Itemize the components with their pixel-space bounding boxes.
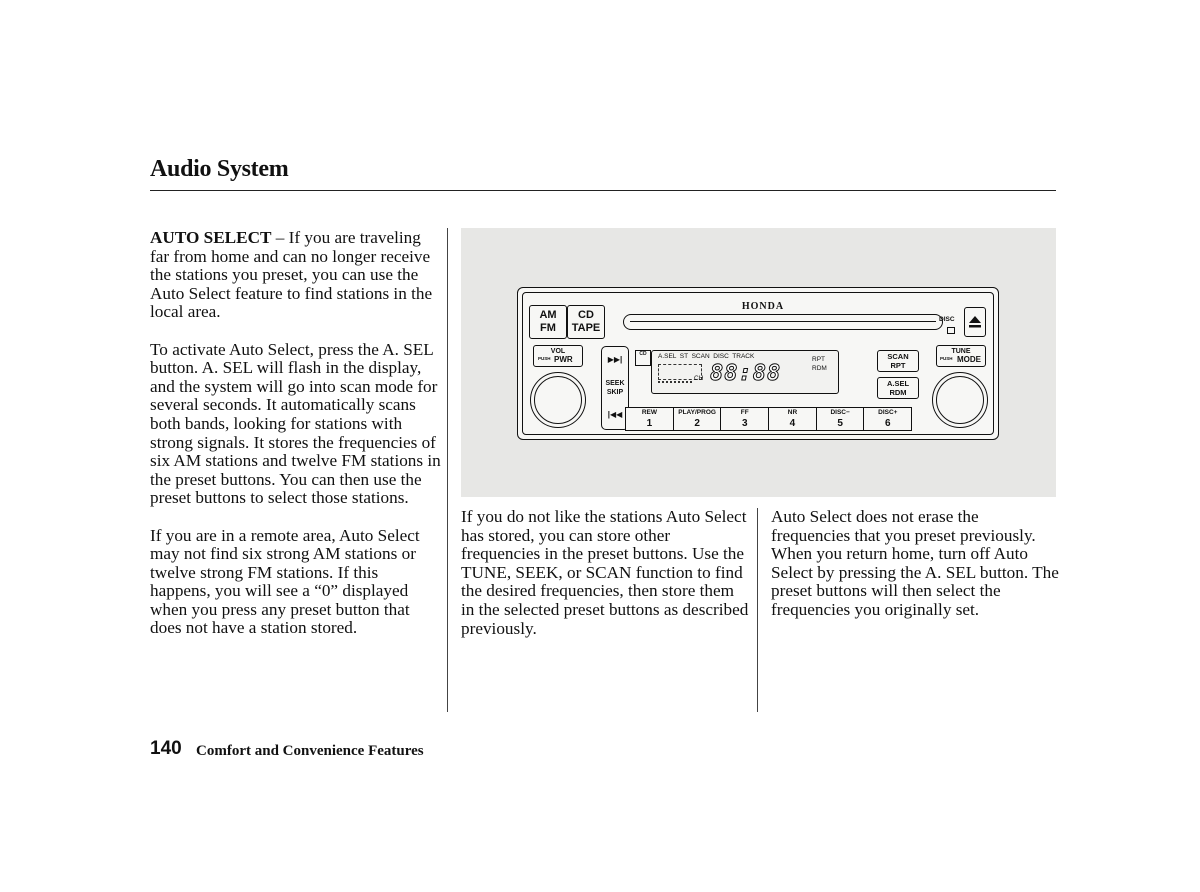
- text-column-right: [771, 508, 1061, 638]
- preset-number: 1: [646, 418, 653, 429]
- footer-section-title: Comfort and Convenience Features: [196, 743, 424, 759]
- preset-button-3: [720, 407, 769, 431]
- push-label-right: PUSH: [940, 356, 953, 361]
- tune-knob: [932, 372, 988, 428]
- preset-number: 4: [789, 418, 796, 429]
- store-other-paragraph: If you do not like the stations Auto Select has stored, you can store other frequencies in the preset buttons. Use the TUNE, SEEK, or SCAN function to find the desired frequencies, then store them in the selected preset buttons as described previously.: [461, 507, 749, 638]
- scan-rpt-button: [877, 350, 919, 372]
- radio-illustration: [517, 287, 999, 440]
- fm-label: FM: [540, 322, 556, 334]
- column-divider-right: [757, 508, 758, 712]
- preset-button-2: [673, 407, 722, 431]
- preset-button-1: [625, 407, 674, 431]
- display-indicator-labels: A.SEL ST SCAN DISC TRACK: [658, 353, 755, 360]
- cd-slot: [623, 314, 943, 330]
- activate-paragraph: To activate Auto Select, press the A. SEL button. A. SEL will flash in the display, and the system will go into scan mode for several seconds. It automatically scans both bands, looking for stations with strong signals. It stores the frequencies of six AM stations and twelve FM stations in the preset buttons. You can then use the preset buttons to select those stations.: [150, 339, 441, 508]
- skip-forward-icon: ▶▶|: [607, 355, 623, 364]
- preset-button-5: [816, 407, 865, 431]
- preset-function-label: NR: [787, 409, 798, 416]
- am-fm-button: [529, 305, 567, 339]
- preset-number: 6: [885, 418, 891, 429]
- vol-pwr-button: [533, 345, 583, 367]
- cd-label: CD: [578, 309, 594, 321]
- auto-select-heading: AUTO SELECT: [150, 228, 272, 247]
- seek-label: SEEK: [605, 380, 625, 387]
- skip-label: SKIP: [606, 389, 624, 396]
- tune-mode-button: [936, 345, 986, 367]
- paragraph-text: If you are traveling far from home and can no longer receive the stations you preset, you can use the Auto Select feature to find stations in the local area.: [150, 228, 433, 322]
- display-signal-bar: [658, 381, 692, 386]
- display-rdm: RDM: [812, 365, 827, 372]
- page-number: 140: [150, 738, 182, 759]
- disc-indicator: [947, 327, 955, 334]
- a-sel-rdm-button: [877, 377, 919, 399]
- page-title: Audio System: [150, 156, 289, 182]
- a-sel-label: A.SEL: [886, 379, 910, 388]
- eject-button: [964, 307, 986, 337]
- rdm-label: RDM: [889, 388, 907, 397]
- vol-label: VOL: [550, 348, 566, 355]
- rpt-label: RPT: [890, 361, 906, 370]
- volume-knob: [530, 372, 586, 428]
- preset-function-label: FF: [740, 409, 749, 416]
- am-label: AM: [539, 309, 557, 321]
- auto-select-paragraph: [150, 229, 442, 322]
- radio-face: [522, 292, 994, 435]
- eject-icon: [965, 308, 985, 336]
- honda-logo: HONDA: [741, 301, 785, 312]
- display-ch: CH: [694, 375, 704, 382]
- preset-function-label: PLAY/PROG: [678, 409, 716, 416]
- pwr-label: PWR: [554, 355, 573, 364]
- push-label: PUSH: [538, 356, 551, 361]
- lcd-display: [651, 350, 839, 394]
- preset-buttons: [625, 407, 911, 431]
- preset-number: 5: [837, 418, 843, 429]
- skip-back-icon: |◀◀: [607, 410, 623, 419]
- preset-number: 2: [694, 418, 700, 429]
- mode-label: MODE: [957, 355, 981, 364]
- preset-button-4: [768, 407, 817, 431]
- lead-dash: –: [275, 228, 285, 247]
- preset-function-label: REW: [641, 409, 658, 416]
- disc-label: DISC: [939, 316, 955, 323]
- display-digits: 88:88: [710, 361, 782, 386]
- remote-area-paragraph: If you are in a remote area, Auto Select may not find six strong AM stations or twelve strong FM stations. If this happens, you will see a “0” displayed when you press any preset button that does not have a station stored.: [150, 525, 420, 638]
- tune-label: TUNE: [951, 348, 971, 355]
- tape-label: TAPE: [571, 322, 601, 334]
- title-divider: [150, 190, 1056, 191]
- preset-button-6: [863, 407, 912, 431]
- preset-number: 3: [741, 418, 748, 429]
- preset-function-label: DISC−: [830, 409, 850, 416]
- display-rpt: RPT: [812, 356, 825, 363]
- column-divider-left: [447, 228, 448, 712]
- erase-paragraph: Auto Select does not erase the frequencies that you preset previously. When you return home, turn off Auto Select by pressing the A. SEL button. The preset buttons will then select the frequencies you originally set.: [771, 507, 1059, 619]
- text-column-middle: [461, 508, 751, 657]
- cd-logo-icon: CD: [635, 350, 651, 366]
- text-column-left: [150, 229, 442, 657]
- preset-function-label: DISC+: [878, 409, 898, 416]
- cd-tape-button: [567, 305, 605, 339]
- scan-label: SCAN: [887, 352, 909, 361]
